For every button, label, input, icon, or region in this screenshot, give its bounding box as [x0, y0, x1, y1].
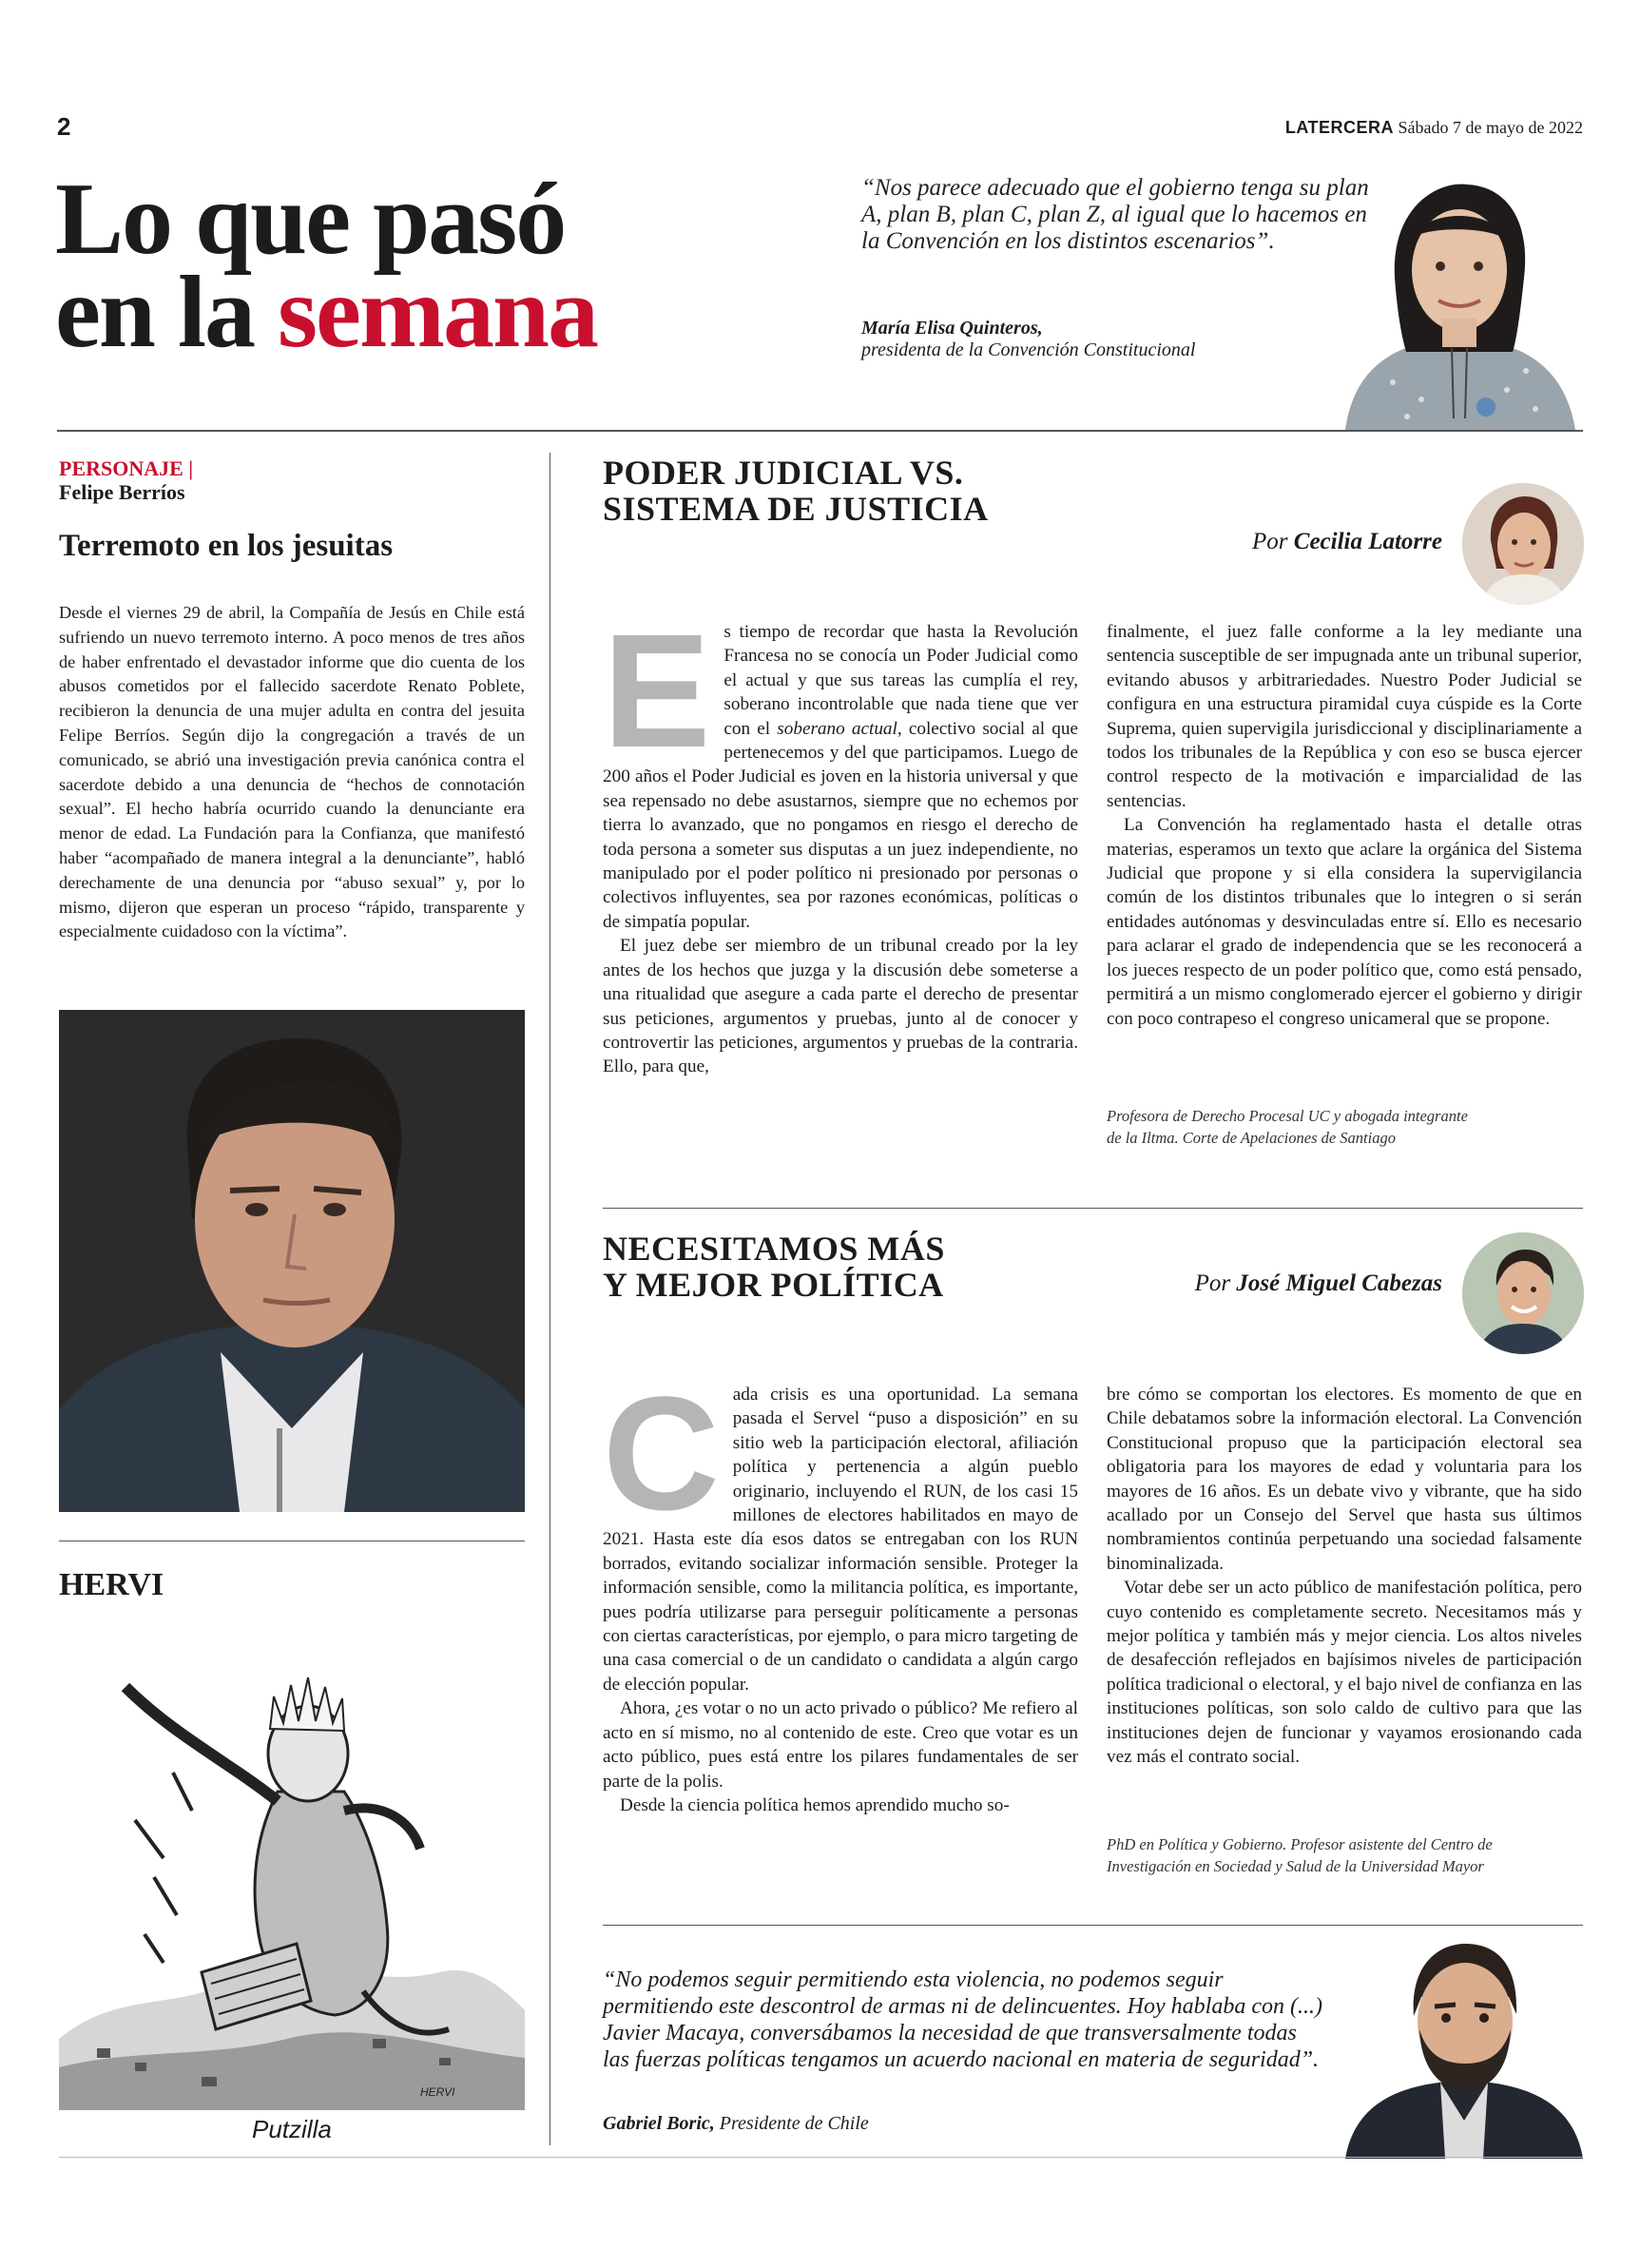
personaje-label: PERSONAJE |: [59, 456, 194, 480]
article2-paragraph-3: Desde la ciencia política hemos aprendido mucho so-: [620, 1794, 1010, 1815]
article1-col2-paragraph-2: La Convención ha reglamentado hasta el detalle otras materias, esperamos un texto que aclare la orgánica del Sistema Judicial que propone y si ella considera la supervigilancia común de los distintos tribunales que lo integren o si serán entidades autónomas y desvinculadas entre sí. Ello es necesario para aclarar el grado de independencia que se les reconocerá a los jueces respecto de un poder político que, como está pensado, permitirá a un mismo conglomerado ejercer el gobierno y dirigir con poco contrapeso el congreso unicameral que se propone.: [1107, 815, 1582, 1029]
personaje-headline: Terremoto en los jesuitas: [59, 529, 394, 563]
cabezas-portrait: [1462, 1232, 1584, 1354]
article2-byline: [1195, 1270, 1442, 1297]
article2-bio-line1: PhD en Política y Gobierno. Profesor asistente del Centro de: [1107, 1835, 1493, 1853]
section-title-line1: Lo que pasó: [55, 163, 566, 276]
page-bottom-rule: [59, 2157, 1583, 2158]
article-separator: [603, 1208, 1583, 1209]
article1-p1-lead: s tiempo de recordar que hasta la Revolución Francesa no se conocía un Poder Judicial como el actual y que sus tareas las cumplía el rey, soberano incontrolable que nada tiene que ver con el: [724, 622, 1078, 739]
cartoon-caption: Putzilla: [252, 2115, 332, 2143]
article1-paragraph-2: El juez debe ser miembro de un tribunal creado por la ley antes de los hechos que juzga y la discusión debe someterse a una ritualidad que asegure a cada parte el derecho de presentar sus peticiones, argumentos y pruebas, junto al de conocer y controvertir las peticiones, argumentos y pruebas de la contraria. Ello, para que,: [603, 936, 1078, 1077]
section-title-plain: en la: [55, 256, 279, 369]
article1-col1: [603, 601, 1078, 1079]
article2-p1-text: ada crisis es una oportunidad. La semana pasada el Servel “puso a disposición” en su sitio web la participación electoral, afiliación política y pertenencia a algún pueblo originario, incluyendo el RUN, de los casi 15 millones de electores habilitados en mayo de 2021. Hasta este día esos datos se entregaban con los RUN borrados, evitando socializar información sensible. Proteger la información sensible, como la militancia política, es importante, pues podría utilizarse para perseguir políticamente a personas con ciertas características, por ejemplo, o para micro targeting de una casa comercial o de un candidato o candidata a algún cargo de elección popular.: [603, 1385, 1078, 1695]
article1-author-bio: [1107, 1105, 1582, 1149]
article1-paragraph: [603, 601, 1078, 934]
berrios-photo: [59, 1010, 525, 1512]
article2-paragraph-2: Ahora, ¿es votar o no un acto privado o público? Me refiero al acto en sí mismo, no al contenido de este. Creo que votar es un acto público, pues está entre los pilares fundamentales de ser parte de la polis.: [603, 1698, 1078, 1792]
bottom-quote-rule: [603, 1925, 1583, 1926]
issue-date: Sábado 7 de mayo de 2022: [1398, 118, 1583, 137]
boric-role: Presidente de Chile: [714, 2113, 869, 2134]
top-quote-role: presidenta de la Convención Constitucional: [861, 339, 1196, 360]
hervi-title: HERVI: [59, 1567, 164, 1602]
quinteros-portrait: [1336, 171, 1583, 430]
article1-dropcap: E: [603, 601, 711, 782]
article2-title-line2: Y MEJOR POLÍTICA: [603, 1266, 944, 1304]
article2-by: Por: [1194, 1270, 1237, 1296]
header-rule: [57, 430, 1583, 432]
article2-paragraph-1: [603, 1364, 1078, 1696]
top-quote: “Nos parece adecuado que el gobierno tenga su plan A, plan B, plan C, plan Z, al igual que lo hacemos en la Convención en los distintos escenarios”.: [861, 175, 1369, 254]
article1-by: Por: [1252, 529, 1294, 554]
boric-name: Gabriel Boric,: [603, 2113, 715, 2134]
page-number: 2: [57, 112, 71, 141]
article1-bio-line2: de la Iltma. Corte de Apelaciones de Santiago: [1107, 1129, 1396, 1147]
article1-title: [603, 455, 1097, 527]
article2-col1: [603, 1364, 1078, 1817]
masthead: [1285, 118, 1583, 138]
boric-portrait: [1345, 1930, 1583, 2159]
article2-col2: [1107, 1383, 1582, 1770]
article1-p1-emphasis: soberano actual: [777, 718, 897, 739]
hervi-cartoon: [59, 1630, 525, 2110]
article2-col2-paragraph-1: bre cómo se comportan los electores. Es momento de que en Chile debatamos sobre la información electoral. La Convención Constitucional propuso que la participación electoral sea obligatoria para los mayores de edad y voluntaria para los mayores de 16 años. Es un debate vivo y vibrante, que ha sido acallado por un Consejo del Servel que hasta sus últimos nombramientos continúa perpetuando una sociedad falsamente binominalizada.: [1107, 1385, 1582, 1574]
section-title-line2: [55, 256, 598, 369]
top-quote-name: María Elisa Quinteros,: [861, 318, 1043, 339]
article1-col2: [1107, 620, 1582, 1031]
top-quote-attribution: [861, 318, 1375, 361]
boric-quote: “No podemos seguir permitiendo esta violencia, no podemos seguir permitiendo este descontrol de armas ni de delincuentes. Hoy hablaba con (...) Javier Macaya, conversábamos la necesidad de que transversalmente todas las fuerzas políticas tengamos un acuerdo nacional en materia de seguridad”.: [603, 1968, 1322, 2072]
section-title: [55, 163, 598, 369]
article2-author: José Miguel Cabezas: [1236, 1270, 1442, 1296]
section-title-highlight: semana: [278, 256, 598, 369]
article1-author: Cecilia Latorre: [1293, 529, 1442, 554]
article1-bio-line1: Profesora de Derecho Procesal UC y abogada integrante: [1107, 1107, 1468, 1125]
article1-p1-tail: , colectivo social al que pertenecemos y del que participamos. Luego de 200 años el Poder Judicial es joven en la historia universal y que sea repensado no debe asustarnos, siempre que no echemos por tierra lo avanzado, que no pongamos en riesgo el derecho de toda persona a someter sus disputas a un juez independiente, no manipulado por el poder político ni presionado por personas o colectivos influyentes, sea por razones económicas, políticas o de simpatía popular.: [603, 718, 1078, 932]
article2-dropcap: C: [603, 1364, 720, 1544]
boric-attribution: [603, 2113, 869, 2135]
article2-author-bio: [1107, 1833, 1582, 1877]
personaje-body: Desde el viernes 29 de abril, la Compañía de Jesús en Chile está sufriendo un nuevo terremoto interno. A poco menos de tres años de haber enfrentado el devastador informe que dio cuenta de los abusos cometidos por el fallecido sacerdote Renato Poblete, recibieron la denuncia de una mujer adulta en contra del jesuita Felipe Berríos. Según dijo la congregación a través de un comunicado, se abrió una investigación previa canónica contra el sacerdote debido a una denuncia de “hechos de connotación sexual”. El hecho habría ocurrido cuando la denunciante era menor de edad. La Fundación para la Confianza, que manifestó haber “acompañado de manera integral a la denunciante”, habló derechamente de una denuncia por “abuso sexual” y, por lo mismo, dijeron que esperan un proceso “rápido, transparente y especialmente cuidadoso con la víctima”.: [59, 603, 525, 941]
article2-col2-paragraph-2: Votar debe ser un acto público de manifestación política, pero cuyo contenido es completamente secreto. Necesitamos más y mejor política y también más y mejor ciencia. Los altos niveles de desafección reflejados en bajísimos niveles de participación política tradicional o electoral, y el bajo nivel de confianza en las instituciones políticas, son solo caldo de cultivo para que las instituciones dejen de funcionar y vayamos erosionando cada vez más el contrato social.: [1107, 1578, 1582, 1768]
latorre-portrait: [1462, 483, 1584, 605]
article1-byline: [1252, 529, 1442, 555]
hervi-signature: HERVI: [420, 2085, 455, 2099]
article1-title-line1: PODER JUDICIAL VS.: [603, 454, 964, 492]
article2-bio-line2: Investigación en Sociedad y Salud de la Universidad Mayor: [1107, 1857, 1484, 1875]
article2-title: [603, 1231, 1097, 1303]
personaje-name: Felipe Berríos: [59, 480, 185, 504]
article1-col2-paragraph-1: finalmente, el juez falle conforme a la ley mediante una sentencia susceptible de ser impugnada ante un tribunal superior, evitando abusos y arbitrariedades. Nuestro Poder Judicial se configura en una estructura piramidal cuya cúspide es la Corte Suprema, quien supervigila jurisdiccional y disciplinariamente a todos los tribunales de la República y con eso se busca ejercer control respecto de la motivación e imparcialidad de las sentencias.: [1107, 622, 1582, 811]
article1-title-line2: SISTEMA DE JUSTICIA: [603, 490, 989, 528]
newspaper-brand: LATERCERA: [1284, 118, 1395, 137]
article2-title-line1: NECESITAMOS MÁS: [603, 1230, 945, 1268]
